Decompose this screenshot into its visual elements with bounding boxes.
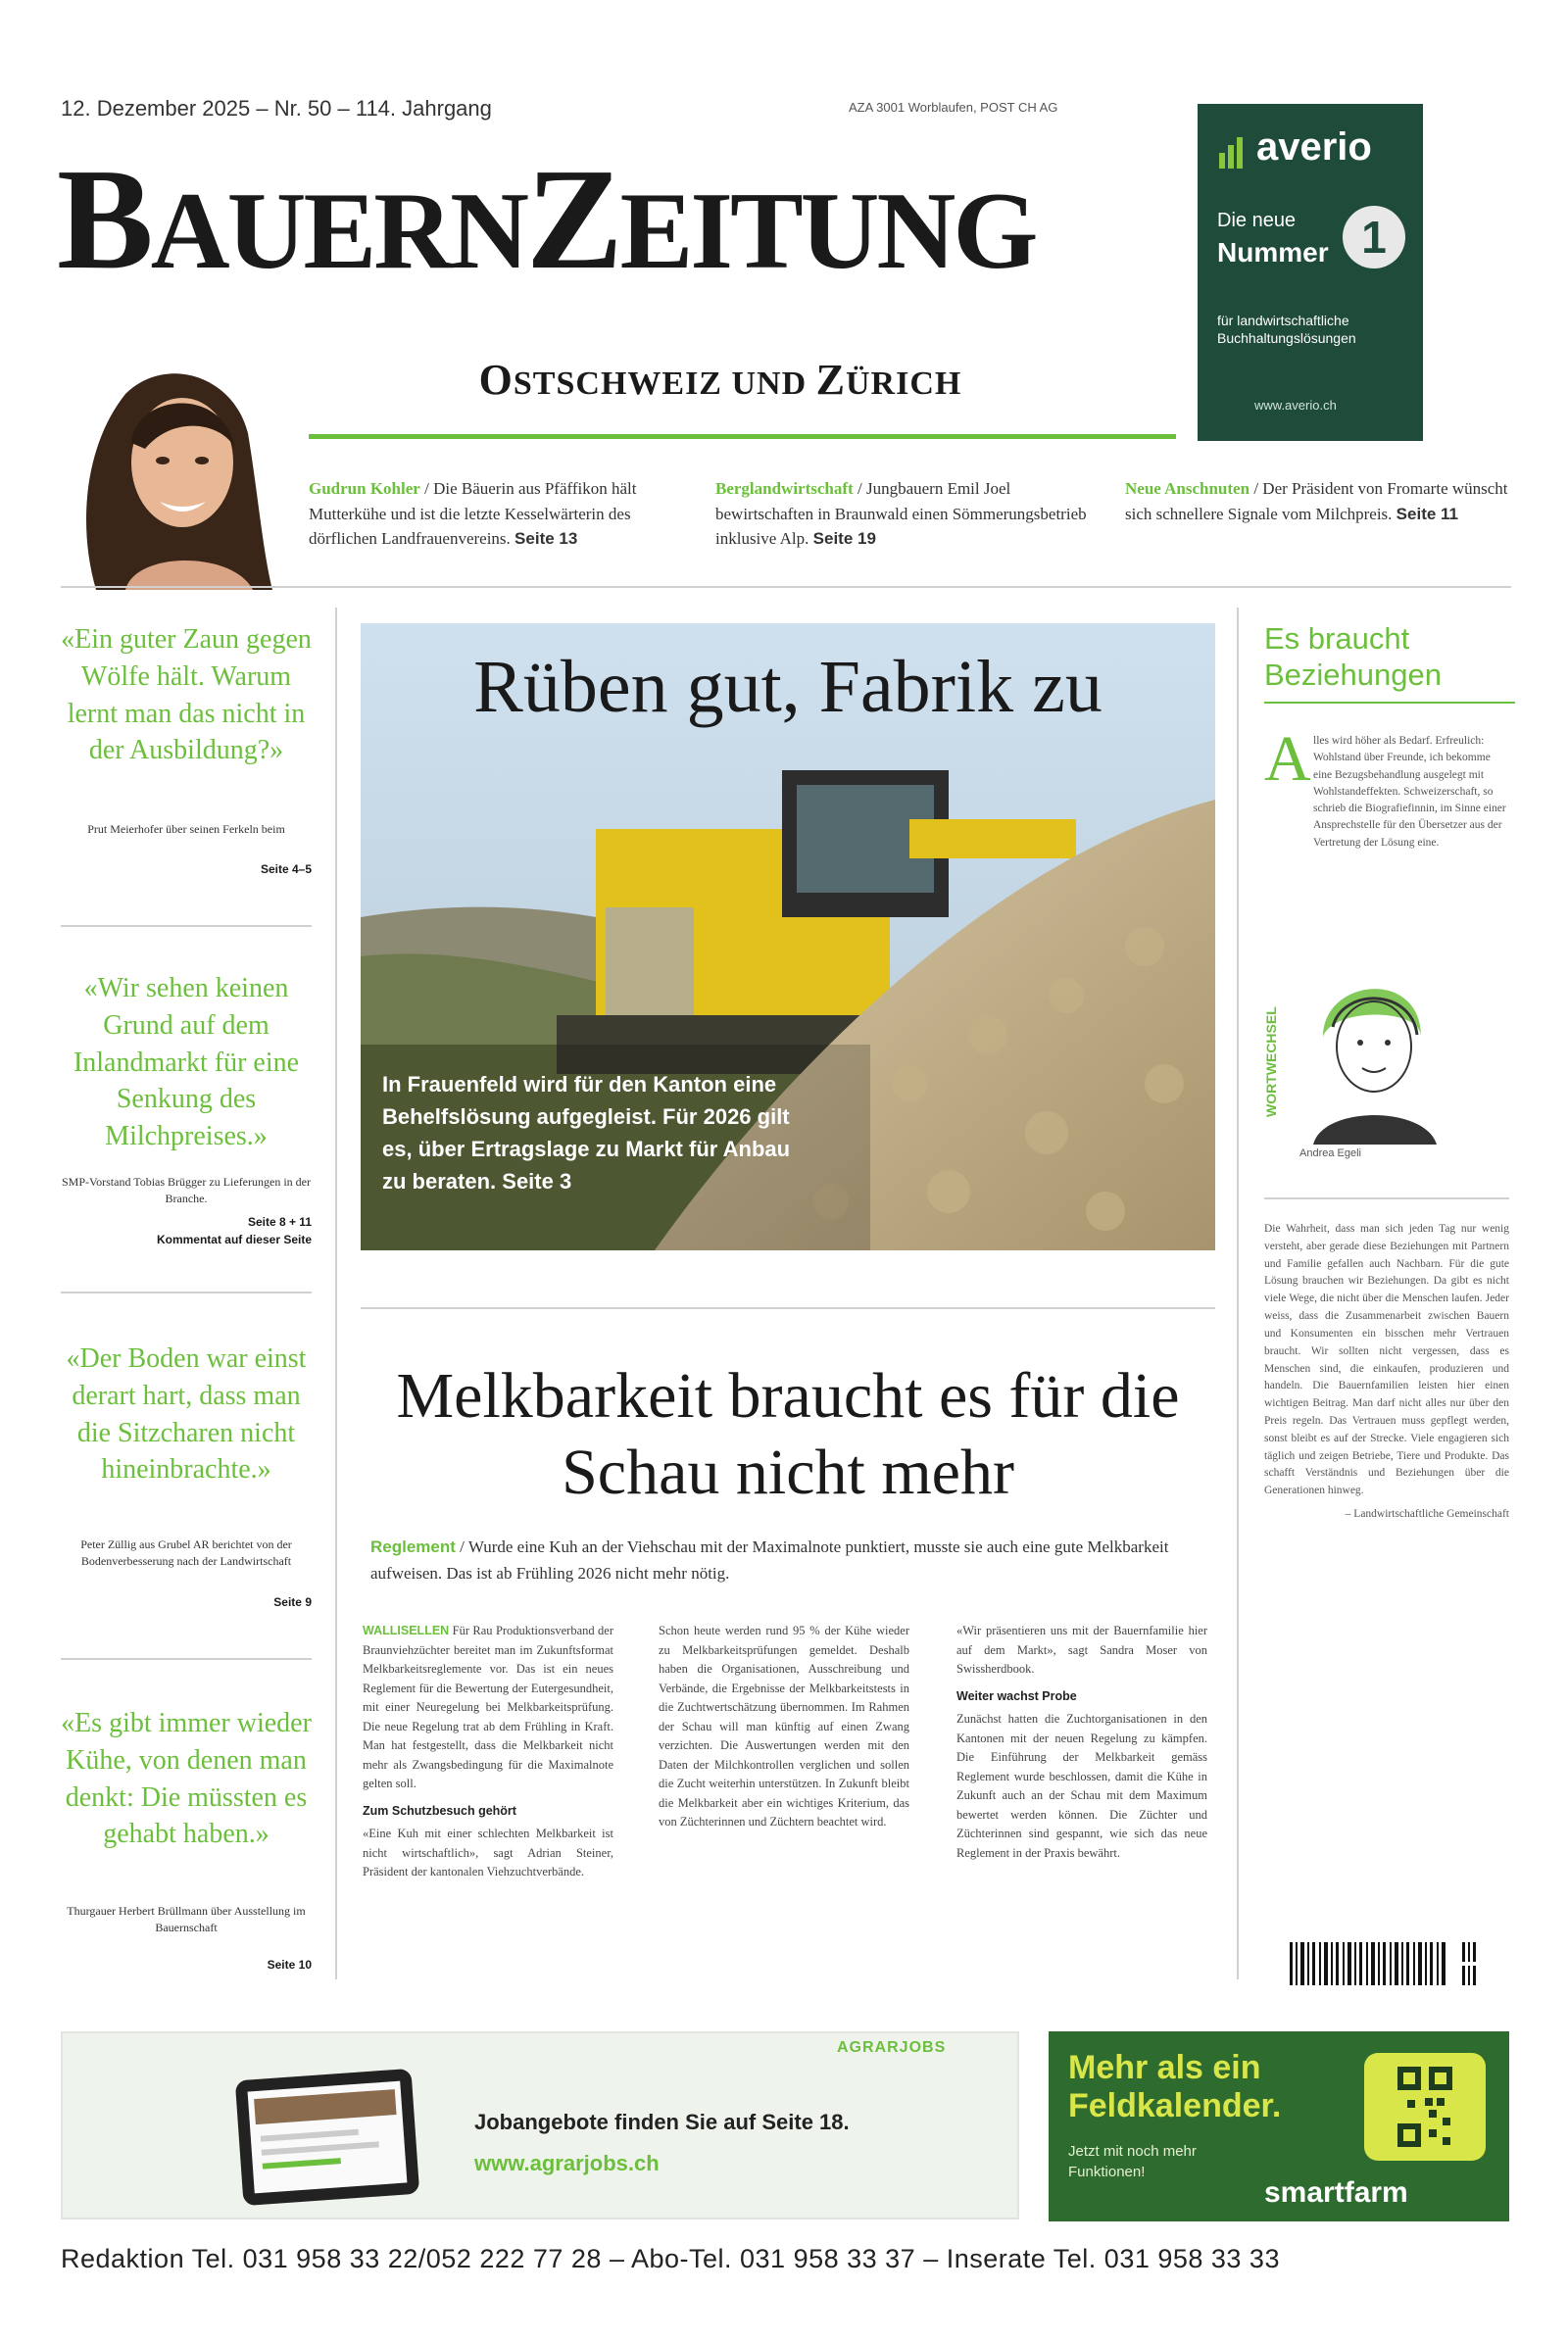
teaser-kicker: Berglandwirtschaft: [715, 479, 854, 498]
masthead-rest-1: AUERN: [150, 171, 526, 292]
smartfarm-title: Mehr als ein Feldkalender.: [1068, 2049, 1282, 2125]
quote-2: «Wir sehen keinen Grund auf dem Inlandmarkt für eine Senkung des Milchpreises.»: [73, 973, 300, 1152]
author-sketch-portrait: [1294, 949, 1450, 1145]
quote-4-page[interactable]: Seite 10: [267, 1958, 312, 1972]
quote-3-source: Peter Züllig aus Grubel AR berichtet von der Bodenverbesserung nach der Landwirtschaft: [80, 1537, 292, 1568]
title-underline: [1264, 702, 1515, 704]
teaser-kicker: Neue Anschnuten: [1125, 479, 1250, 498]
badge-line2: Nummer: [1217, 237, 1329, 268]
region-end: ÜRICH: [846, 366, 962, 402]
masthead-green-rule: [309, 434, 1176, 439]
lead-caption: [382, 1068, 804, 1197]
divider: [61, 925, 312, 927]
portrait-photo: [67, 355, 272, 590]
dateline-place: WALLISELLEN: [363, 1624, 450, 1637]
quote-3-page[interactable]: Seite 9: [273, 1595, 312, 1609]
masthead-cap-z: Z: [525, 139, 620, 300]
ad-url[interactable]: www.averio.ch: [1254, 398, 1337, 413]
smartfarm-subtitle: Jetzt mit noch mehr Funktionen!: [1068, 2143, 1197, 2180]
quote-3: «Der Boden war einst derart hart, dass man die Sitzcharen nicht hineinbrachte.»: [66, 1343, 307, 1486]
caption-page[interactable]: Seite 3: [502, 1169, 572, 1194]
postal-note: AZA 3001 Worblaufen, POST CH AG: [849, 100, 1058, 115]
column-title[interactable]: Es braucht Beziehungen: [1264, 621, 1442, 693]
column-divider: [335, 608, 337, 1979]
teaser-text: Jungbauern Emil Joel bewirtschaften in Braunwald einen Sömmerungsbetrieb inklusive Alp.: [715, 479, 1087, 548]
divider: [61, 1292, 312, 1293]
smartfarm-ad[interactable]: [1049, 2031, 1509, 2221]
quote-1: «Ein guter Zaun gegen Wölfe hält. Warum lernt man das nicht in der Ausbildung?»: [61, 624, 312, 766]
region-cap-o: O: [478, 356, 514, 404]
tablet-icon: [229, 2069, 425, 2206]
jobs-text: Jobangebote finden Sie auf Seite 18.: [474, 2110, 850, 2134]
article-column-1: [363, 1622, 613, 1882]
smartfarm-logo: smartfarm: [1264, 2176, 1408, 2209]
quote-2-source: SMP-Vorstand Tobias Brügger zu Lieferungen in der Branche.: [61, 1175, 311, 1205]
teaser-text: Der Präsident von Fromarte wünscht sich schnellere Signale vom Milchpreis.: [1125, 479, 1508, 523]
chart-icon: [1219, 133, 1233, 167]
column-body-text: [1264, 1221, 1509, 1524]
teaser-1[interactable]: Gudrun Kohler / Die Bäuerin aus Pfäffikon hält Mutterkühe und ist die letzte Kesselwärterin des dörflichen Landfrauenvereins. Seite 13: [309, 479, 637, 548]
region-cap-z: Z: [815, 356, 846, 404]
masthead-cap-b: B: [57, 139, 151, 300]
caption-text: In Frauenfeld wird für den Kanton eine Behelfslösung aufgegleist. Für 2026 gilt es, über Ertragslage zu Markt für Anbau zu beraten.: [382, 1072, 791, 1194]
quote-1-page[interactable]: Seite 4–5: [260, 862, 312, 876]
article-column-2: [659, 1622, 909, 1832]
column-divider: [1237, 608, 1239, 1979]
vertical-label: [1254, 970, 1294, 1117]
second-headline[interactable]: Melkbarkeit braucht es für die Schau nicht mehr: [396, 1360, 1180, 1508]
badge-line1: Die neue: [1217, 210, 1297, 231]
agrarjobs-logo: AGRARJOBS: [837, 2039, 947, 2056]
contact-footer: Redaktion Tel. 031 958 33 22/052 222 77 28 – Abo-Tel. 031 958 33 37 – Inserate Tel. 031 958 33 33: [61, 2244, 1280, 2273]
quote-4-source: Thurgauer Herbert Brüllmann über Ausstellung im Bauernschaft: [67, 1904, 306, 1934]
teaser-kicker: Gudrun Kohler: [309, 479, 420, 498]
quote-2-page[interactable]: Seite 8 + 11: [247, 1215, 312, 1229]
teaser-page: Seite 19: [812, 529, 876, 548]
column-intro-text: lles wird höher als Bedarf. Erfreulich: Wohlstand über Freunde, ich bekomme eine Bezugsbehandlung ausgelegt mit Wohlstandeffekten. Schweizerschaft, so schrieb die Biografiefinnin, im Sinne einer Ansprechstelle für den Übersetzer aus der Vertretung der Lösung eine.: [1313, 735, 1506, 849]
signoff: – Landwirtschaftliche Gemeinschaft: [1345, 1508, 1509, 1520]
number-one-seal-icon: 1: [1343, 206, 1405, 268]
averio-logo: averio: [1256, 125, 1372, 169]
col3-text: «Wir präsentieren uns mit der Bauernfamilie hier auf dem Markt», sagt Sandra Moser von Swissherdbook.: [956, 1624, 1207, 1676]
quote-1-source: Prut Meierhofer über seinen Ferkeln beim: [87, 822, 285, 836]
teaser-page: Seite 11: [1396, 504, 1458, 523]
teaser-2[interactable]: Berglandwirtschaft / Jungbauern Emil Joel bewirtschaften in Braunwald einen Sömmerungsbetrieb inklusive Alp. Seite 19: [715, 479, 1087, 548]
ad-description: für landwirtschaftliche Buchhaltungslösungen: [1217, 313, 1356, 347]
teaser-3[interactable]: Neue Anschnuten / Der Präsident von Fromarte wünscht sich schnellere Signale vom Milchpreis. Seite 11: [1125, 479, 1508, 523]
region-mid: STSCHWEIZ UND: [513, 366, 816, 402]
averio-ad[interactable]: [1198, 104, 1423, 441]
lead-headline[interactable]: Rüben gut, Fabrik zu: [473, 646, 1102, 728]
second-intro: Reglement / Wurde eine Kuh an der Viehschau mit der Maximalnote punktiert, musste sie auch eine gute Melkbarkeit aufweisen. Das ist ab Frühling 2026 nicht mehr nötig.: [370, 1537, 1169, 1584]
dateline: 12. Dezember 2025 – Nr. 50 – 114. Jahrgang: [61, 96, 492, 121]
col1b-text: «Eine Kuh mit einer schlechten Melkbarkeit ist nicht wirtschaftlich», sagt Adrian Steiner, Präsident der kantonalen Viehzuchtverbände.: [363, 1827, 613, 1878]
masthead-rest-2: EITUNG: [619, 171, 1036, 292]
region-subtitle: [309, 355, 1132, 405]
divider: [1264, 1197, 1509, 1199]
teaser-text: Die Bäuerin aus Pfäffikon hält Mutterkühe und ist die letzte Kesselwärterin des dörflichen Landfrauenvereins.: [309, 479, 637, 548]
quote-4: «Es gibt immer wieder Kühe, von denen man denkt: Die müssten es gehabt haben.»: [61, 1708, 312, 1850]
author-name: Andrea Egeli: [1299, 1147, 1361, 1159]
divider: [61, 1658, 312, 1660]
masthead: [57, 139, 1184, 300]
jobs-url-link[interactable]: www.agrarjobs.ch: [474, 2151, 660, 2175]
quote-2-comment[interactable]: Kommentat auf dieser Seite: [156, 1233, 312, 1246]
intro-text: Wurde eine Kuh an der Viehschau mit der Maximalnote punktiert, musste sie auch eine gute Melkbarkeit aufweisen. Das ist ab Frühling 2026 nicht mehr nötig.: [370, 1537, 1169, 1584]
col1-text: Für Rau Produktionsverband der Braunviehzüchter bereitet man im Zukunftsformat Melkbarkeitsreglemente vor. Das ist ein neues Reglement für die Bewertung der Eutergesundheit, mit einer Neuregelung bei Melkbarkeitsprüfung. Die neue Regelung trat ab dem Frühling in Kraft. Man hat festgestellt, dass die Melkbarkeit nicht mehr als Zwangsbedingung für die Maximalnote gelten soll.: [363, 1624, 613, 1790]
barcode: [1290, 1942, 1495, 2001]
divider: [61, 586, 1511, 588]
column-body: Die Wahrheit, dass man sich jeden Tag nur wenig versteht, aber gerade diese Beziehungen mit Partnern und Familie gefallen auch Nachbarn. Für die gute Lösung brauchen wir Beziehungen. Da gibt es nicht viele Wege, die nicht über die Menschen laufen. Jeder weiss, dass die Zusammenarbeit zwischen Bauern und Konsumenten ein bisschen mehr Vertrauen braucht. Wir sollten nicht vergessen, dass es Menschen sind, die einkaufen, produzieren und handeln. Die Bauernfamilien leisten hier einen wichtigen Beitrag. Man darf nicht alles nur über den Preis regeln. Das Vertrauen muss gepflegt werden, sonst bleibt es auf der Strecke. Viele engagieren sich täglich und zeigen Betriebe, Tiere und Produkte. Das schafft Verständnis und Beziehungen über die Generationen hinweg.: [1264, 1223, 1509, 1497]
intro-kicker: Reglement: [370, 1537, 456, 1556]
col1-subhead: Zum Schutzbesuch gehört: [363, 1803, 516, 1818]
drop-cap: A: [1264, 723, 1311, 795]
divider: [361, 1307, 1215, 1309]
qr-code-icon[interactable]: [1364, 2053, 1486, 2161]
article-column-3: [956, 1622, 1207, 1863]
col2-text: Schon heute werden rund 95 % der Kühe wieder zu Melkbarkeitsprüfungen gemeldet. Deshalb haben die Organisationen, Ausschreibung und Verbände, die Ergebnisse der Melkbarkeitstests in die Zuchtwertschätzung übernommen. Im Rahmen der Schau will man künftig auf einen Zwang verzichten. Die Auswertungen werden mit den Daten der Milchkontrollen verglichen und sollen die Zucht weiterhin unterstützen. In Zukunft bleibt die Melkbarkeit aber ein wichtiges Kriterium, das von Züchterinnen und Züchtern beachtet wird.: [659, 1624, 909, 1829]
col3b-text: Zunächst hatten die Zuchtorganisationen in den Kantonen mit der neuen Regelung zu kämpfen. Die Einführung der Melkbarkeit gemäss Reglement wurde beschlossen, damit die Kühe in Zukunft auch an der Schau mit dem Maximum bewertet werden können. Die Züchter und Züchterinnen sind gespannt, wie sich das neue Reglement in der Praxis bewährt.: [956, 1712, 1207, 1860]
agrarjobs-ad[interactable]: [61, 2031, 1019, 2219]
teaser-page: Seite 13: [514, 529, 578, 548]
vertical-label-text: WORTWECHSEL: [1263, 1006, 1279, 1117]
col3-subhead: Weiter wachst Probe: [956, 1688, 1077, 1703]
